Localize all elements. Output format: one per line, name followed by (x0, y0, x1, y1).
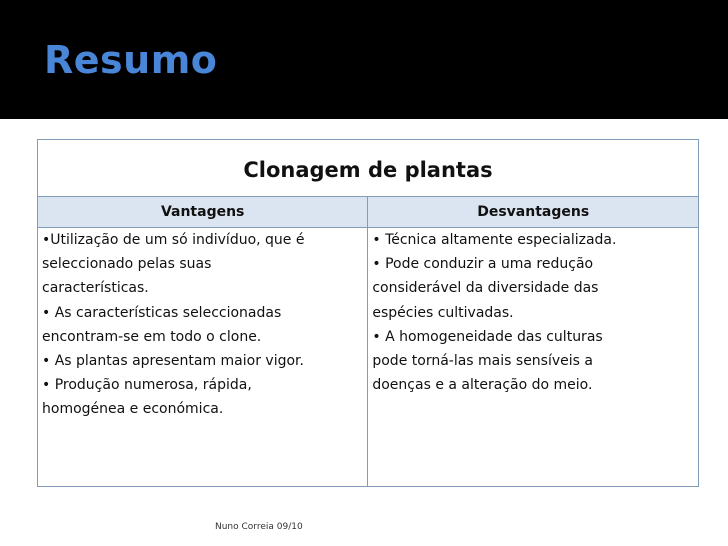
title-bar (0, 0, 728, 119)
disadvantages-line: • A homogeneidade das culturas (372, 328, 603, 345)
advantages-line: homogénea e económica. (42, 401, 224, 418)
disadvantages-line: espécies cultivadas. (372, 304, 514, 321)
advantages-line: •Utilização de um só indivíduo, que é (42, 232, 305, 248)
advantages-line: • As plantas apresentam maior vigor. (42, 353, 304, 370)
advantages-cell (38, 228, 368, 487)
advantages-line: • As características seleccionadas (42, 304, 282, 321)
column-header-advantages: Vantagens (38, 197, 368, 228)
table-title: Clonagem de plantas (38, 140, 699, 197)
advantages-line: • Produção numerosa, rápida, (42, 377, 252, 394)
slide-footer: Nuno Correia 09/10 (215, 522, 303, 532)
disadvantages-line: pode torná-las mais sensíveis a (372, 353, 593, 370)
advantages-line: características. (42, 280, 149, 297)
disadvantages-line: • Técnica altamente especializada. (372, 232, 617, 248)
comparison-table (37, 139, 699, 487)
disadvantages-cell (368, 228, 699, 487)
column-header-disadvantages: Desvantagens (368, 197, 699, 228)
slide-title: Resumo (44, 38, 218, 82)
advantages-line: seleccionado pelas suas (42, 256, 212, 273)
disadvantages-line: doenças e a alteração do meio. (372, 377, 593, 394)
advantages-line: encontram-se em todo o clone. (42, 328, 262, 345)
disadvantages-line: • Pode conduzir a uma redução (372, 256, 594, 273)
disadvantages-line: considerável da diversidade das (372, 280, 599, 297)
